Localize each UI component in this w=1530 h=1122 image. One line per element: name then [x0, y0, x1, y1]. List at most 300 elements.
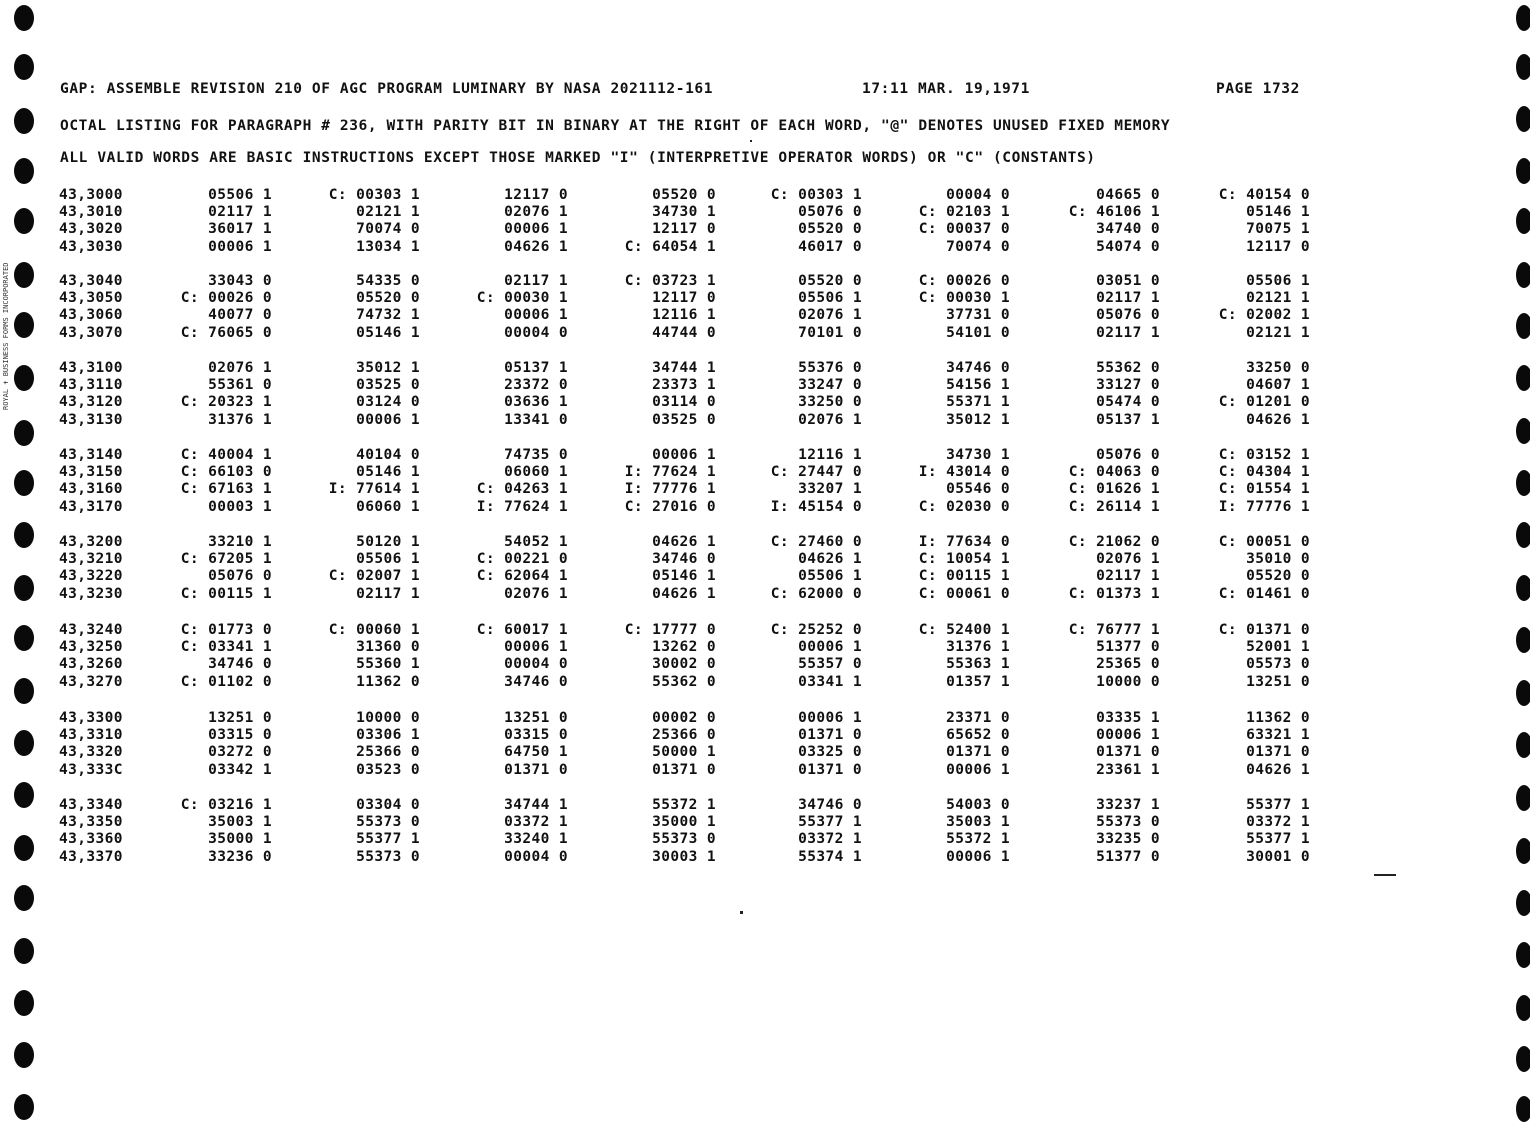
- octal-word: 55377 1: [356, 831, 420, 848]
- octal-word: C: 27460 0: [770, 534, 862, 550]
- octal-word: C: 03216 1: [180, 797, 272, 813]
- memory-address: 43,3170: [59, 498, 123, 515]
- octal-word: 33207 1: [798, 481, 862, 498]
- octal-word: 35003 1: [208, 814, 272, 831]
- octal-word: 33247 0: [798, 377, 862, 394]
- octal-word: 70074 0: [946, 238, 1010, 255]
- octal-word: 12116 1: [798, 447, 862, 463]
- memory-address: 43,3200: [59, 534, 123, 550]
- octal-word: 13262 0: [652, 639, 716, 656]
- octal-word: 35003 1: [946, 814, 1010, 831]
- octal-word: C: 03152 1: [1218, 447, 1310, 463]
- octal-word: 05076 0: [1096, 447, 1160, 463]
- octal-word: 02117 1: [356, 585, 420, 602]
- octal-word: 03304 0: [356, 797, 420, 813]
- octal-word: 54101 0: [946, 324, 1010, 341]
- octal-word: 10000 0: [1096, 673, 1160, 690]
- octal-word: 02076 1: [798, 411, 862, 428]
- octal-word: 35000 1: [652, 814, 716, 831]
- octal-word: 12117 0: [652, 290, 716, 307]
- listing-row: [0, 674, 1530, 692]
- memory-address: 43,3130: [59, 411, 123, 428]
- octal-word: 34740 0: [1096, 221, 1160, 238]
- memory-address: 43,3350: [59, 814, 123, 831]
- octal-word: 00006 1: [798, 639, 862, 656]
- octal-word: 05520 0: [1246, 568, 1310, 585]
- octal-word: 02076 1: [798, 307, 862, 324]
- octal-word: 03342 1: [208, 761, 272, 778]
- octal-word: I: 77776 1: [1218, 498, 1310, 515]
- octal-word: C: 01373 1: [1068, 585, 1160, 602]
- memory-address: 43,3240: [59, 622, 123, 638]
- octal-word: 05137 1: [504, 360, 568, 376]
- octal-word: 05520 0: [798, 273, 862, 289]
- listing-title: GAP: ASSEMBLE REVISION 210 OF AGC PROGRAM LUMINARY BY NASA 2021112-161: [60, 81, 714, 97]
- octal-word: 04626 1: [504, 238, 568, 255]
- octal-word: C: 01626 1: [1068, 481, 1160, 498]
- octal-word: C: 04304 1: [1218, 464, 1310, 481]
- octal-word: 74732 1: [356, 307, 420, 324]
- octal-word: 00006 1: [946, 848, 1010, 865]
- octal-word: 33210 1: [208, 534, 272, 550]
- listing-row: [0, 534, 1530, 552]
- octal-word: 00006 1: [504, 639, 568, 656]
- octal-word: 34744 1: [504, 797, 568, 813]
- octal-word: C: 66103 0: [180, 464, 272, 481]
- memory-address: 43,3140: [59, 447, 123, 463]
- octal-word: 55373 0: [652, 831, 716, 848]
- octal-word: 01371 0: [504, 761, 568, 778]
- octal-word: 55377 1: [798, 814, 862, 831]
- octal-word: C: 00026 0: [918, 273, 1010, 289]
- octal-word: 33235 0: [1096, 831, 1160, 848]
- memory-address: 43,3040: [59, 273, 123, 289]
- octal-word: 50120 1: [356, 534, 420, 550]
- octal-word: 00006 1: [356, 411, 420, 428]
- octal-word: C: 26114 1: [1068, 498, 1160, 515]
- octal-word: 13251 0: [504, 710, 568, 726]
- octal-word: 00004 0: [504, 656, 568, 673]
- octal-word: 03315 0: [504, 727, 568, 744]
- listing-row: [0, 622, 1530, 640]
- octal-word: 03372 1: [504, 814, 568, 831]
- octal-word: 31376 1: [946, 639, 1010, 656]
- octal-word: 30001 0: [1246, 848, 1310, 865]
- octal-word: 04607 1: [1246, 377, 1310, 394]
- octal-word: 02117 1: [504, 273, 568, 289]
- octal-word: C: 21062 0: [1068, 534, 1160, 550]
- octal-word: C: 04263 1: [476, 481, 568, 498]
- octal-word: 01357 1: [946, 673, 1010, 690]
- memory-address: 43,3110: [59, 377, 123, 394]
- octal-word: C: 01773 0: [180, 622, 272, 638]
- octal-word: 00006 1: [652, 447, 716, 463]
- octal-word: C: 27447 0: [770, 464, 862, 481]
- octal-word: 34746 0: [798, 797, 862, 813]
- print-speck: [740, 911, 743, 914]
- octal-word: 00004 0: [504, 324, 568, 341]
- listing-row: [0, 656, 1530, 674]
- octal-word: 25366 0: [652, 727, 716, 744]
- octal-word: 55362 0: [652, 673, 716, 690]
- octal-word: I: 43014 0: [918, 464, 1010, 481]
- octal-word: 34730 1: [652, 204, 716, 221]
- octal-word: 03372 1: [1246, 814, 1310, 831]
- octal-word: 04626 1: [652, 585, 716, 602]
- octal-word: 35012 1: [356, 360, 420, 376]
- octal-word: 05076 0: [1096, 307, 1160, 324]
- octal-word: 40104 0: [356, 447, 420, 463]
- octal-word: 34746 0: [946, 360, 1010, 376]
- memory-address: 43,3160: [59, 481, 123, 498]
- octal-word: 12117 0: [1246, 238, 1310, 255]
- octal-word: C: 67205 1: [180, 551, 272, 568]
- listing-row: [0, 814, 1530, 832]
- print-speck: [750, 140, 752, 142]
- octal-word: 03523 0: [356, 761, 420, 778]
- octal-word: 04626 1: [1246, 761, 1310, 778]
- octal-word: 34746 0: [208, 656, 272, 673]
- octal-word: 35012 1: [946, 411, 1010, 428]
- listing-row: [0, 744, 1530, 762]
- octal-word: C: 03723 1: [624, 273, 716, 289]
- memory-address: 43,3260: [59, 656, 123, 673]
- octal-word: 40077 0: [208, 307, 272, 324]
- octal-word: C: 52400 1: [918, 622, 1010, 638]
- listing-row: [0, 412, 1530, 430]
- memory-address: 43,3100: [59, 360, 123, 376]
- octal-word: C: 00060 1: [328, 622, 420, 638]
- listing-row: [0, 797, 1530, 815]
- octal-word: 34730 1: [946, 447, 1010, 463]
- listing-row: [0, 481, 1530, 499]
- octal-word: C: 02030 0: [918, 498, 1010, 515]
- octal-word: 05506 1: [1246, 273, 1310, 289]
- octal-word: 05076 0: [798, 204, 862, 221]
- listing-row: [0, 204, 1530, 222]
- octal-word: 02117 1: [1096, 324, 1160, 341]
- octal-word: C: 01371 0: [1218, 622, 1310, 638]
- octal-word: 23361 1: [1096, 761, 1160, 778]
- octal-word: C: 00115 1: [918, 568, 1010, 585]
- octal-word: C: 00030 1: [918, 290, 1010, 307]
- octal-word: 02076 1: [504, 204, 568, 221]
- octal-word: 02076 1: [504, 585, 568, 602]
- octal-word: 05520 0: [652, 187, 716, 203]
- octal-word: 35010 0: [1246, 551, 1310, 568]
- octal-word: 03525 0: [652, 411, 716, 428]
- octal-word: 55373 0: [1096, 814, 1160, 831]
- listing-row: [0, 727, 1530, 745]
- octal-word: 51377 0: [1096, 639, 1160, 656]
- octal-word: 55372 1: [946, 831, 1010, 848]
- listing-row: [0, 639, 1530, 657]
- octal-word: 13251 0: [208, 710, 272, 726]
- octal-word: C: 40154 0: [1218, 187, 1310, 203]
- memory-address: 43,3030: [59, 238, 123, 255]
- octal-word: 03306 1: [356, 727, 420, 744]
- octal-word: 02121 1: [1246, 324, 1310, 341]
- octal-word: 74735 0: [504, 447, 568, 463]
- octal-word: 02076 1: [1096, 551, 1160, 568]
- octal-word: 65652 0: [946, 727, 1010, 744]
- octal-word: 10000 0: [356, 710, 420, 726]
- octal-word: C: 00037 0: [918, 221, 1010, 238]
- octal-word: 55360 1: [356, 656, 420, 673]
- listing-row: [0, 307, 1530, 325]
- listing-timestamp: 17:11 MAR. 19,1971: [862, 81, 1030, 97]
- memory-address: 43,3250: [59, 639, 123, 656]
- octal-word: 13034 1: [356, 238, 420, 255]
- octal-word: 70101 0: [798, 324, 862, 341]
- octal-word: 33043 0: [208, 273, 272, 289]
- octal-word: 54156 1: [946, 377, 1010, 394]
- octal-word: 33236 0: [208, 848, 272, 865]
- octal-word: 03325 0: [798, 744, 862, 761]
- memory-address: 43,3270: [59, 673, 123, 690]
- octal-word: C: 00061 0: [918, 585, 1010, 602]
- octal-word: 70074 0: [356, 221, 420, 238]
- octal-word: 34746 0: [652, 551, 716, 568]
- listing-row: [0, 360, 1530, 378]
- octal-word: 00002 0: [652, 710, 716, 726]
- octal-word: 33250 0: [798, 394, 862, 411]
- octal-word: 04626 1: [798, 551, 862, 568]
- octal-word: 55361 0: [208, 377, 272, 394]
- octal-word: 12117 0: [504, 187, 568, 203]
- octal-word: 05146 1: [356, 324, 420, 341]
- octal-word: 44744 0: [652, 324, 716, 341]
- octal-word: 05573 0: [1246, 656, 1310, 673]
- octal-word: 25366 0: [356, 744, 420, 761]
- octal-word: 13341 0: [504, 411, 568, 428]
- memory-address: 43,3210: [59, 551, 123, 568]
- octal-word: C: 10054 1: [918, 551, 1010, 568]
- octal-word: 01371 0: [798, 761, 862, 778]
- octal-word: C: 00026 0: [180, 290, 272, 307]
- octal-word: C: 04063 0: [1068, 464, 1160, 481]
- octal-word: 02121 1: [356, 204, 420, 221]
- listing-row: [0, 762, 1530, 780]
- octal-word: 05520 0: [356, 290, 420, 307]
- octal-word: C: 01201 0: [1218, 394, 1310, 411]
- octal-word: 46017 0: [798, 238, 862, 255]
- octal-word: 00006 1: [504, 221, 568, 238]
- octal-word: 03341 1: [798, 673, 862, 690]
- octal-word: 06060 1: [356, 498, 420, 515]
- octal-word: I: 77624 1: [476, 498, 568, 515]
- memory-address: 43,3300: [59, 710, 123, 726]
- octal-word: C: 00303 1: [770, 187, 862, 203]
- octal-word: C: 01461 0: [1218, 585, 1310, 602]
- octal-word: 06060 1: [504, 464, 568, 481]
- octal-word: 70075 1: [1246, 221, 1310, 238]
- octal-word: C: 00115 1: [180, 585, 272, 602]
- octal-word: C: 02002 1: [1218, 307, 1310, 324]
- octal-word: 51377 0: [1096, 848, 1160, 865]
- octal-word: 00006 1: [504, 307, 568, 324]
- octal-word: 00004 0: [504, 848, 568, 865]
- octal-word: 55377 1: [1246, 831, 1310, 848]
- octal-word: C: 62000 0: [770, 585, 862, 602]
- paragraph-description: OCTAL LISTING FOR PARAGRAPH # 236, WITH PARITY BIT IN BINARY AT THE RIGHT OF EACH WORD, "@" DENOTES UNUSED FIXED MEMORY: [60, 118, 1171, 134]
- octal-word: C: 25252 0: [770, 622, 862, 638]
- octal-word: 00003 1: [208, 498, 272, 515]
- memory-address: 43,3120: [59, 394, 123, 411]
- octal-word: 05137 1: [1096, 411, 1160, 428]
- octal-word: 23371 0: [946, 710, 1010, 726]
- listing-row: [0, 499, 1530, 517]
- listing-row: [0, 551, 1530, 569]
- memory-address: 43,3370: [59, 848, 123, 865]
- octal-word: 55363 1: [946, 656, 1010, 673]
- listing-row: [0, 377, 1530, 395]
- octal-word: 05506 1: [208, 187, 272, 203]
- octal-word: 05474 0: [1096, 394, 1160, 411]
- octal-word: 05506 1: [356, 551, 420, 568]
- octal-word: 31376 1: [208, 411, 272, 428]
- octal-word: 03525 0: [356, 377, 420, 394]
- octal-word: 01371 0: [1096, 744, 1160, 761]
- octal-word: 05146 1: [1246, 204, 1310, 221]
- octal-word: C: 02007 1: [328, 568, 420, 585]
- octal-word: 05146 1: [652, 568, 716, 585]
- listing-row: [0, 187, 1530, 205]
- octal-word: 02117 1: [208, 204, 272, 221]
- octal-word: 03114 0: [652, 394, 716, 411]
- octal-word: 05520 0: [798, 221, 862, 238]
- octal-word: C: 76777 1: [1068, 622, 1160, 638]
- octal-word: C: 00051 0: [1218, 534, 1310, 550]
- listing-row: [0, 710, 1530, 728]
- octal-word: 05506 1: [798, 568, 862, 585]
- listing-row: [0, 325, 1530, 343]
- octal-word: 05076 0: [208, 568, 272, 585]
- memory-address: 43,3360: [59, 831, 123, 848]
- octal-word: C: 60017 1: [476, 622, 568, 638]
- print-speck: [1374, 874, 1396, 876]
- octal-word: C: 00221 0: [476, 551, 568, 568]
- octal-word: C: 17777 0: [624, 622, 716, 638]
- octal-word: 55373 0: [356, 848, 420, 865]
- listing-row: [0, 239, 1530, 257]
- octal-word: 01371 0: [1246, 744, 1310, 761]
- octal-word: 34744 1: [652, 360, 716, 376]
- octal-word: C: 67163 1: [180, 481, 272, 498]
- octal-word: 05146 1: [356, 464, 420, 481]
- octal-word: 30003 1: [652, 848, 716, 865]
- octal-word: C: 40004 1: [180, 447, 272, 463]
- octal-word: 55373 0: [356, 814, 420, 831]
- memory-address: 43,333C: [59, 761, 123, 778]
- octal-word: 05546 0: [946, 481, 1010, 498]
- octal-word: I: 77624 1: [624, 464, 716, 481]
- octal-word: 01371 0: [946, 744, 1010, 761]
- listing-row: [0, 273, 1530, 291]
- memory-address: 43,3020: [59, 221, 123, 238]
- octal-word: 54074 0: [1096, 238, 1160, 255]
- octal-word: 03636 1: [504, 394, 568, 411]
- memory-address: 43,3220: [59, 568, 123, 585]
- octal-word: 33240 1: [504, 831, 568, 848]
- octal-word: 12117 0: [652, 221, 716, 238]
- octal-word: 30002 0: [652, 656, 716, 673]
- instruction-legend: ALL VALID WORDS ARE BASIC INSTRUCTIONS EXCEPT THOSE MARKED "I" (INTERPRETIVE OPERATOR WORDS) OR "C" (CONSTANTS): [60, 150, 1096, 166]
- listing-row: [0, 568, 1530, 586]
- octal-word: 02076 1: [208, 360, 272, 376]
- memory-address: 43,3010: [59, 204, 123, 221]
- listing-row: [0, 290, 1530, 308]
- octal-word: 00006 1: [946, 761, 1010, 778]
- octal-word: C: 02103 1: [918, 204, 1010, 221]
- octal-word: 34746 0: [504, 673, 568, 690]
- octal-word: 37731 0: [946, 307, 1010, 324]
- octal-word: 55376 0: [798, 360, 862, 376]
- octal-word: 01371 0: [798, 727, 862, 744]
- octal-word: 11362 0: [356, 673, 420, 690]
- octal-word: 05506 1: [798, 290, 862, 307]
- octal-word: C: 27016 0: [624, 498, 716, 515]
- octal-word: 33250 0: [1246, 360, 1310, 376]
- octal-word: C: 76065 0: [180, 324, 272, 341]
- octal-word: 02117 1: [1096, 290, 1160, 307]
- octal-word: 55357 0: [798, 656, 862, 673]
- memory-address: 43,3320: [59, 744, 123, 761]
- octal-word: 36017 1: [208, 221, 272, 238]
- octal-word: 33237 1: [1096, 797, 1160, 813]
- octal-word: 54003 0: [946, 797, 1010, 813]
- octal-word: 00006 1: [1096, 727, 1160, 744]
- memory-address: 43,3230: [59, 585, 123, 602]
- octal-word: 55362 0: [1096, 360, 1160, 376]
- memory-address: 43,3060: [59, 307, 123, 324]
- memory-address: 43,3340: [59, 797, 123, 813]
- listing-row: [0, 394, 1530, 412]
- octal-word: 54335 0: [356, 273, 420, 289]
- octal-word: 33127 0: [1096, 377, 1160, 394]
- octal-word: 55377 1: [1246, 797, 1310, 813]
- octal-word: 55372 1: [652, 797, 716, 813]
- octal-word: 03124 0: [356, 394, 420, 411]
- listing-row: [0, 831, 1530, 849]
- octal-word: I: 77614 1: [328, 481, 420, 498]
- memory-address: 43,3310: [59, 727, 123, 744]
- octal-word: 52001 1: [1246, 639, 1310, 656]
- octal-word: 35000 1: [208, 831, 272, 848]
- octal-word: 55374 1: [798, 848, 862, 865]
- octal-word: C: 62064 1: [476, 568, 568, 585]
- octal-word: C: 01554 1: [1218, 481, 1310, 498]
- listing-row: [0, 464, 1530, 482]
- octal-word: C: 03341 1: [180, 639, 272, 656]
- octal-word: 23372 0: [504, 377, 568, 394]
- octal-word: C: 20323 1: [180, 394, 272, 411]
- octal-word: 03372 1: [798, 831, 862, 848]
- octal-word: 00006 1: [208, 238, 272, 255]
- octal-word: 03335 1: [1096, 710, 1160, 726]
- octal-word: 54052 1: [504, 534, 568, 550]
- octal-word: I: 77776 1: [624, 481, 716, 498]
- octal-word: 04626 1: [1246, 411, 1310, 428]
- octal-word: 03315 0: [208, 727, 272, 744]
- octal-word: 23373 1: [652, 377, 716, 394]
- octal-word: 02121 1: [1246, 290, 1310, 307]
- octal-word: 02117 1: [1096, 568, 1160, 585]
- octal-word: 55371 1: [946, 394, 1010, 411]
- octal-word: 25365 0: [1096, 656, 1160, 673]
- octal-word: C: 46106 1: [1068, 204, 1160, 221]
- memory-address: 43,3150: [59, 464, 123, 481]
